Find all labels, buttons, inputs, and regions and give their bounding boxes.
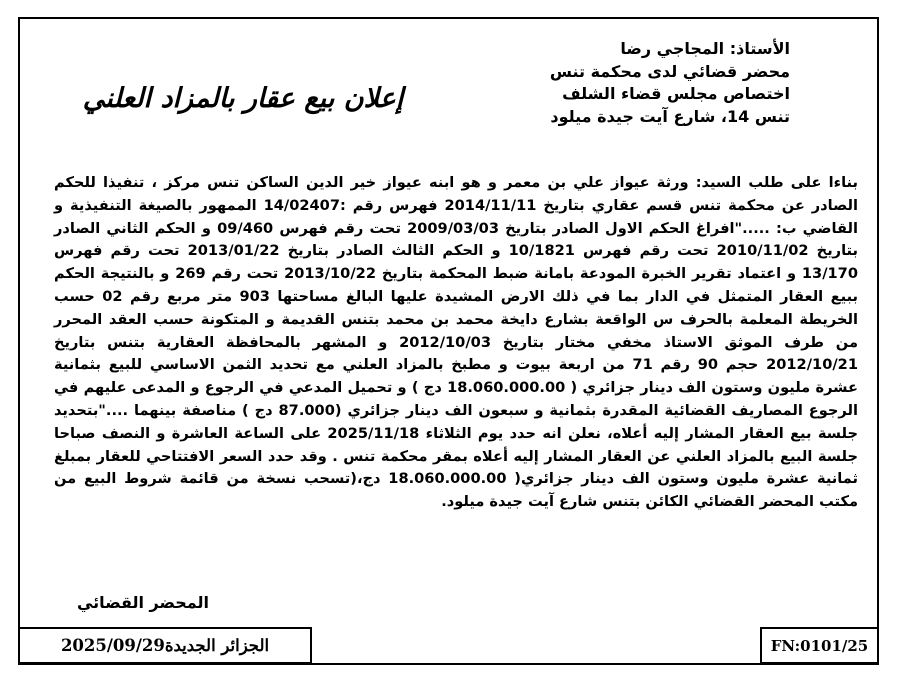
publication-name: الجزائر الجديدة: [164, 636, 270, 655]
reference-box: [760, 627, 879, 664]
bailiff-header: [430, 38, 790, 128]
announcement-body: بناءا على طلب السيد: ورثة عيواز علي بن معمر و هو ابنه عيواز خير الدين الساكن تنس مركز ، تنفيذا للحكم الصادر عن محكمة تنس قسم عقاري بتاريخ 2014/11/11 فهرس رقم :14/02407 الممهور بالصيغة التنفيذية و القاضي ب: ....."افراغ الحكم الاول الصادر بتاريخ 2009/03/03 تحت رقم فهرس 09/460 و الحكم الثاني الصادر بتاريخ 2010/11/02 تحت رقم فهرس 10/1821 و الحكم الثالث الصادر بتاريخ 2013/01/22 تحت رقم فهرس 13/170 و اعتماد تقرير الخبرة المودعة بامانة ضبط المحكمة بتاريخ 2013/10/22 تحت رقم 269 و بالنتيجة الحكم ببيع العقار المتمثل في الدار بما في ذلك الارض المشيدة عليها البالغ مساحتها 903 متر مربع رقم 02 حسب الخريطة المعلمة بالحرف س الواقعة بشارع دايخة محمد بن محمد بتنس القديمة و المتكونة حسب العقد المحرر من طرف الموثق الاستاذ مخفي مختار بتاريخ 2012/10/03 و المشهر بالمحافظة العقارية بتنس بتاريخ 2012/10/21 حجم 90 رقم 71 من اربعة بيوت و مطبخ بالمزاد العلني مع تحديد الثمن الاساسي للبيع بثمانية عشرة مليون وستون الف دينار جزائري ( 18.060.000.00 دج ) و تحميل المدعي في الرجوع و المدعى عليهم في الرجوع المصاريف القضائية المقدرة بثمانية و سبعون الف دينار جزائري (87.000 دج ) مناصفة بينهما ...."بتحديد جلسة بيع العقار المشار إليه أعلاه، نعلن انه حدد يوم الثلاثاء 2025/11/18 على الساعة العاشرة و النصف صباحا جلسة البيع بالمزاد العلني عن العقار المشار إليه أعلاه بمقر محكمة تنس . وقد حدد السعر الافتتاحي للعقار بمبلغ ثمانية عشرة مليون وستون الف دينار جزائري( 18.060.000.00 دج،(تسحب نسخة من قائمة شروط البيع من مكتب المحضر القضائي الكائن بتنس شارع آيت جيدة ميلود.: [54, 174, 859, 511]
reference-number: FN:0101/25: [770, 636, 869, 655]
signature: المحضر القضائي: [76, 593, 209, 612]
publication-date: 2025/09/29: [60, 636, 165, 655]
publication-box: [18, 627, 312, 664]
office-address: تنس 14، شارع آيت جيدة ميلود: [550, 106, 790, 126]
bailiff-title: محضر قضائي لدى محكمة تنس: [549, 61, 790, 81]
lawyer-name: الأستاذ: المجاجي رضا: [620, 39, 790, 58]
jurisdiction: اختصاص مجلس قضاء الشلف: [562, 84, 790, 103]
announcement-title: إعلان بيع عقار بالمزاد العلني: [82, 83, 404, 114]
